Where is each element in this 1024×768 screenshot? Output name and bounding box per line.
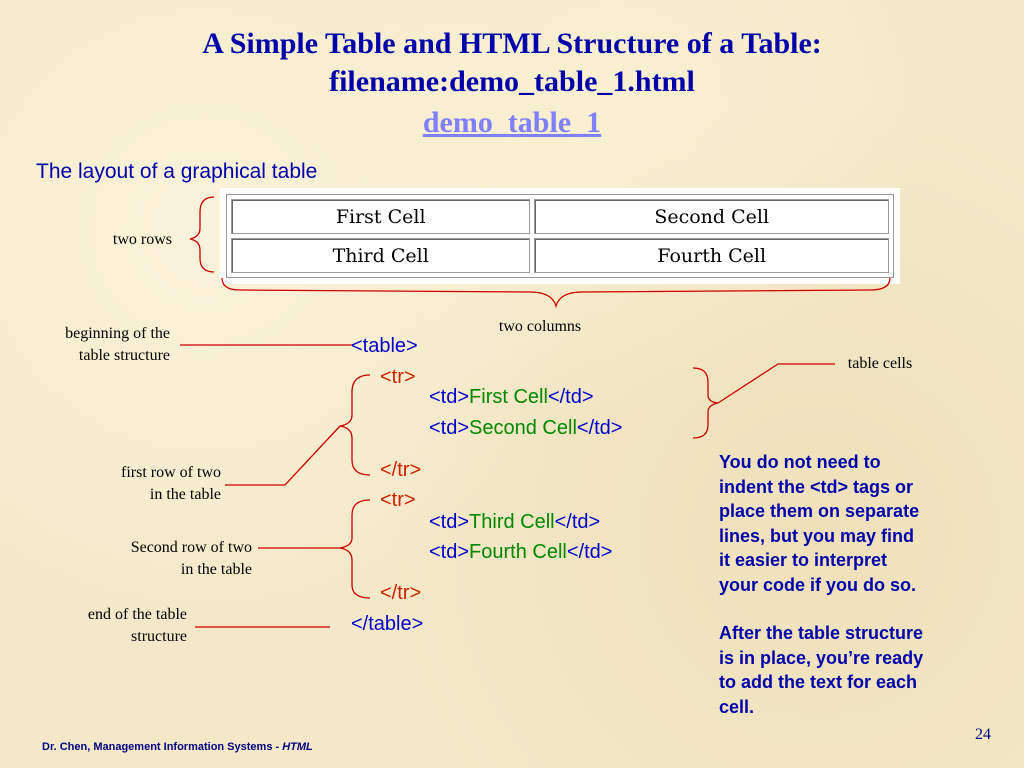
end-label xyxy=(20,604,187,648)
layout-subtitle: The layout of a graphical table xyxy=(36,160,318,183)
first-row-label-line2: in the table xyxy=(149,486,221,503)
first-row-label xyxy=(40,462,221,506)
two-columns-brace xyxy=(222,278,890,306)
note-line: After the table structure xyxy=(719,623,924,643)
page-number: 24 xyxy=(975,726,991,743)
code-tr-close-2: </tr> xyxy=(380,582,422,604)
note-line: lines, but you may find xyxy=(719,525,915,546)
code-td-close: </td> xyxy=(547,386,594,408)
beginning-label-line2: table structure xyxy=(78,347,170,364)
footer-author: Dr. Chen, Management Information Systems - xyxy=(42,741,283,753)
note-line: You do not need to xyxy=(719,452,881,472)
second-row-label-line1: Second row of two xyxy=(130,539,252,556)
second-row-brace xyxy=(340,500,370,598)
code-cell-text: Second Cell xyxy=(469,417,577,439)
code-td-close: </td> xyxy=(554,511,601,533)
two-columns-label: two columns xyxy=(498,318,582,335)
code-cell-text: Third Cell xyxy=(469,511,555,533)
code-td-fourth xyxy=(429,540,612,564)
note-line: indent the <td> tags or xyxy=(719,476,914,497)
demo-table-cell: Third Cell xyxy=(231,238,530,273)
first-row-pointer-line xyxy=(225,426,340,485)
code-cell-text: First Cell xyxy=(469,386,548,408)
code-td-second xyxy=(429,416,623,440)
end-label-line1: end of the table xyxy=(87,606,187,623)
code-td-close: </td> xyxy=(576,417,623,439)
demo-table-link[interactable]: demo_table_1 xyxy=(422,106,602,139)
demo-table-cell: First Cell xyxy=(231,199,530,234)
first-row-brace xyxy=(340,375,370,475)
code-td-close: </td> xyxy=(566,541,613,563)
two-rows-label: two rows xyxy=(112,231,172,248)
second-row-label-line2: in the table xyxy=(180,561,252,578)
code-tr-open-1: <tr> xyxy=(380,366,416,388)
code-cell-text: Fourth Cell xyxy=(469,541,567,563)
note-line: to add the text for each xyxy=(719,672,918,692)
footer xyxy=(42,741,313,753)
footer-topic: HTML xyxy=(282,741,313,753)
slide-title-line1: A Simple Table and HTML Structure of a Table: xyxy=(202,27,822,60)
note-line: your code if you do so. xyxy=(719,574,917,595)
demo-table-cell: Fourth Cell xyxy=(534,238,889,273)
note-line: cell. xyxy=(719,696,755,717)
note-line: it easier to interpret xyxy=(719,550,888,570)
note-indent xyxy=(719,450,1009,597)
code-tr-close-1: </tr> xyxy=(380,459,422,481)
code-table-open: <table> xyxy=(351,335,418,357)
slide-title-line2: filename:demo_table_1.html xyxy=(329,65,695,98)
second-row-label xyxy=(50,537,252,581)
two-rows-brace xyxy=(190,197,214,272)
code-td-open: <td> xyxy=(429,386,470,408)
code-td-first xyxy=(429,385,594,409)
code-td-third xyxy=(429,510,600,534)
table-cells-brace xyxy=(693,368,718,438)
code-tr-open-2: <tr> xyxy=(380,489,416,511)
first-row-label-line1: first row of two xyxy=(121,464,221,481)
table-cells-label: table cells xyxy=(847,355,913,372)
beginning-label-line1: beginning of the xyxy=(65,325,170,342)
demo-table-cell: Second Cell xyxy=(534,199,889,234)
note-after-structure xyxy=(719,621,1009,719)
code-td-open: <td> xyxy=(429,417,470,439)
code-table-close: </table> xyxy=(351,613,424,635)
beginning-label xyxy=(10,323,170,367)
code-td-open: <td> xyxy=(429,511,470,533)
code-td-open: <td> xyxy=(429,541,470,563)
end-label-line2: structure xyxy=(131,628,187,645)
note-line: is in place, you’re ready xyxy=(719,647,924,668)
note-line: place them on separate xyxy=(719,501,920,521)
